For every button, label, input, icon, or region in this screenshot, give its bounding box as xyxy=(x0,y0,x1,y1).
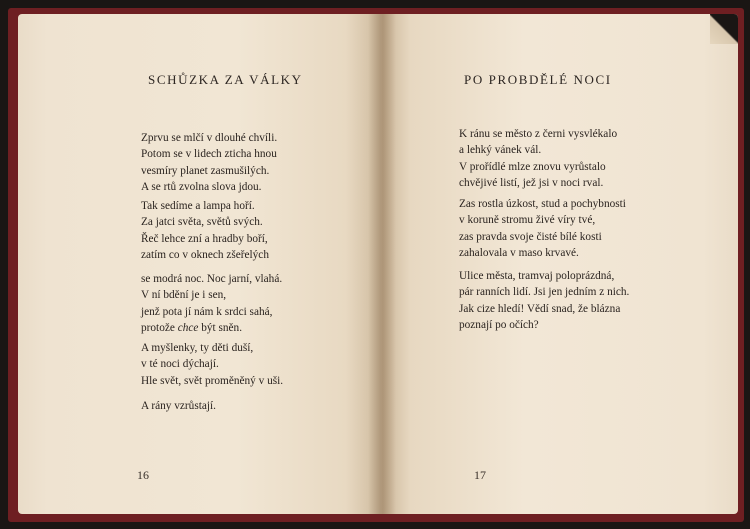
left-page xyxy=(18,14,382,514)
poem-line: Hle svět, svět proměněný v uši. xyxy=(141,374,284,387)
poem-line-protoze xyxy=(141,320,282,336)
poem-line: zatím co v oknech zšeřelých xyxy=(141,249,269,262)
poem-line: V ní bdění je i sen, xyxy=(141,289,227,302)
poem-line: Řeč lehce zní a hradby boří, xyxy=(141,232,268,245)
stanza-3-right xyxy=(459,268,629,334)
right-page xyxy=(382,14,738,514)
poem-line: se modrá noc. Noc jarní, vlahá. xyxy=(141,273,283,285)
poem-line: jenž pota jí nám k srdci sahá, xyxy=(141,305,273,318)
line-segment: protože xyxy=(141,322,178,335)
page-number-left: 16 xyxy=(137,468,149,482)
poem-line: V prořídlé mlze znovu vyrůstalo xyxy=(459,160,606,173)
poem-line: A se rtů zvolna slova jdou. xyxy=(141,181,262,194)
poem-line: v koruně stromu živé víry tvé, xyxy=(459,214,596,227)
poem-line: chvějivé listí, jež jsi v noci rval. xyxy=(459,177,604,190)
book-spread xyxy=(8,8,744,522)
poem-line: a lehký vánek vál. xyxy=(459,144,542,157)
poem-line: Zas rostla úzkost, stud a pochybnosti xyxy=(459,198,626,210)
stanza-1-right xyxy=(459,126,617,192)
poem-line: zas pravda svoje čisté bílé kosti xyxy=(459,230,602,243)
stanza-2-right xyxy=(459,196,626,262)
torn-corner xyxy=(710,14,738,44)
poem-line: poznají po očích? xyxy=(459,319,539,332)
stanza-4-left xyxy=(141,340,283,389)
poem-line: vesmíry planet zasmušilých. xyxy=(141,164,270,177)
book-gutter xyxy=(368,14,396,514)
poem-line: v té noci dýchají. xyxy=(141,358,219,371)
page-number-right: 17 xyxy=(474,468,486,482)
poem-title-right: PO PROBDĚLÉ NOCI xyxy=(464,72,612,87)
poem-line: A myšlenky, ty děti duší, xyxy=(141,342,254,354)
line-segment: být sněn. xyxy=(198,322,243,335)
poem-line: Jak cize hledí! Vědí snad, že blázna xyxy=(459,302,621,315)
italic-word: chce xyxy=(177,322,199,335)
poem-line: Za jatci světa, světů svých. xyxy=(141,216,263,229)
poem-line: Ulice města, tramvaj poloprázdná, xyxy=(459,270,615,282)
stanza-1-left xyxy=(141,130,277,196)
stanza-5-left xyxy=(141,398,216,414)
poem-title-left: SCHŮZKA ZA VÁLKY xyxy=(148,72,303,87)
poem-line: Potom se v lidech zticha hnou xyxy=(141,148,277,161)
stanza-2-left xyxy=(141,198,269,264)
poem-line: pár ranních lidí. Jsi jen jedním z nich. xyxy=(459,286,630,299)
poem-line: Tak sedíme a lampa hoří. xyxy=(141,200,255,212)
poem-line: K ránu se město z černi vysvlékalo xyxy=(459,128,618,140)
stanza-3-left xyxy=(141,271,282,337)
poem-line: A rány vzrůstají. xyxy=(141,400,216,412)
poem-line: zahalovala v maso krvavé. xyxy=(459,247,579,260)
poem-line: Zprvu se mlčí v dlouhé chvíli. xyxy=(141,132,278,144)
